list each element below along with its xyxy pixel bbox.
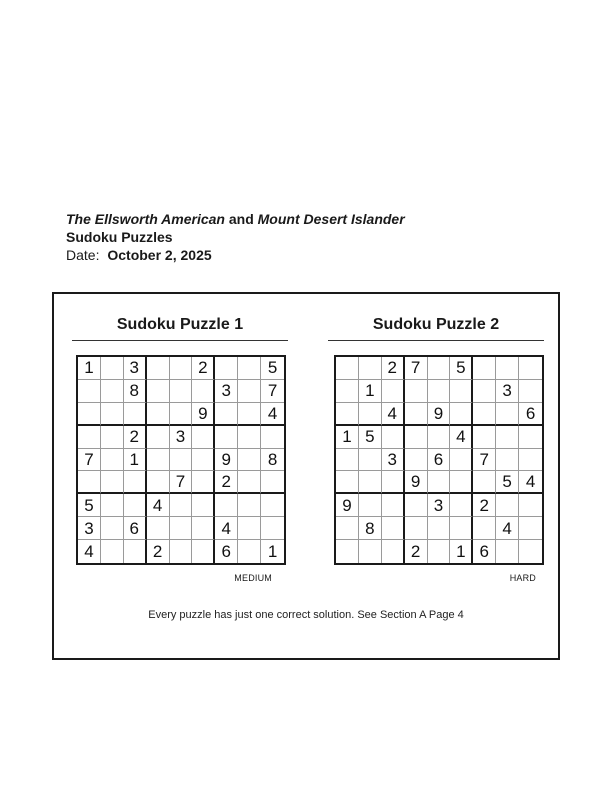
sudoku-cell <box>450 403 473 426</box>
sudoku-cell <box>101 540 124 563</box>
sudoku-cell <box>428 380 451 403</box>
sudoku-cell <box>405 426 428 449</box>
sudoku-cell <box>192 471 215 494</box>
sudoku-cell <box>450 380 473 403</box>
sudoku-cell <box>359 403 382 426</box>
sudoku-cell <box>238 357 261 380</box>
sudoku-cell <box>192 540 215 563</box>
sudoku-cell <box>473 357 496 380</box>
sudoku-cell <box>519 426 542 449</box>
sudoku-cell: 5 <box>261 357 284 380</box>
sudoku-cell <box>450 449 473 472</box>
sudoku-cell <box>192 494 215 517</box>
sudoku-cell <box>238 380 261 403</box>
difficulty-label: HARD <box>509 573 536 583</box>
sudoku-cell <box>78 380 101 403</box>
sudoku-cell <box>336 517 359 540</box>
sudoku-cell <box>450 494 473 517</box>
sudoku-cell <box>101 471 124 494</box>
sudoku-cell <box>101 380 124 403</box>
sudoku-cell <box>147 449 170 472</box>
sudoku-cell <box>428 426 451 449</box>
sudoku-cell <box>496 403 519 426</box>
sudoku-cell: 9 <box>336 494 359 517</box>
sudoku-cell <box>238 449 261 472</box>
sudoku-cell <box>359 494 382 517</box>
sudoku-cell <box>147 380 170 403</box>
sudoku-cell: 8 <box>124 380 147 403</box>
sudoku-cell <box>215 426 238 449</box>
sudoku-cell <box>215 494 238 517</box>
sudoku-cell <box>496 426 519 449</box>
sudoku-cell <box>359 449 382 472</box>
sudoku-cell <box>101 357 124 380</box>
publication-name-2: Mount Desert Islander <box>257 211 405 227</box>
sudoku-cell <box>473 426 496 449</box>
sudoku-cell <box>405 449 428 472</box>
sudoku-cell <box>261 517 284 540</box>
sudoku-cell: 4 <box>519 471 542 494</box>
sudoku-cell: 2 <box>124 426 147 449</box>
sudoku-cell: 1 <box>359 380 382 403</box>
sudoku-cell: 3 <box>170 426 193 449</box>
sudoku-cell <box>519 494 542 517</box>
sudoku-cell: 2 <box>215 471 238 494</box>
sudoku-cell <box>170 494 193 517</box>
sudoku-cell <box>238 494 261 517</box>
sudoku-cell <box>238 517 261 540</box>
sudoku-cell: 1 <box>267 542 278 562</box>
sudoku-cell <box>101 403 124 426</box>
sudoku-cell <box>78 426 101 449</box>
sudoku-cell: 6 <box>215 540 238 563</box>
sudoku-cell <box>192 426 215 449</box>
sudoku-cell: 5 <box>359 426 382 449</box>
sudoku-cell: 3 <box>382 449 405 472</box>
sudoku-cell: 1 <box>124 449 147 472</box>
sudoku-cell: 2 <box>147 540 170 563</box>
page-subtitle: Sudoku Puzzles <box>66 229 173 245</box>
sudoku-cell <box>405 380 428 403</box>
sudoku-cell: 6 <box>519 403 542 426</box>
sudoku-cell <box>450 471 473 494</box>
sudoku-cell: 4 <box>215 517 238 540</box>
sudoku-cell: 3 <box>78 517 101 540</box>
sudoku-cell <box>405 403 428 426</box>
sudoku-cell <box>428 357 451 380</box>
sudoku-cell <box>238 540 261 563</box>
sudoku-cell <box>336 380 359 403</box>
difficulty-label: MEDIUM <box>234 573 272 583</box>
sudoku-cell <box>238 426 261 449</box>
sudoku-cell <box>192 449 215 472</box>
page-header <box>66 210 405 264</box>
sudoku-cell: 3 <box>428 494 451 517</box>
sudoku-cell: 8 <box>261 449 284 472</box>
sudoku-cell <box>124 403 147 426</box>
sudoku-cell <box>192 380 215 403</box>
sudoku-cell <box>215 357 238 380</box>
sudoku-cell: 9 <box>215 449 238 472</box>
sudoku-cell <box>382 540 405 563</box>
sudoku-cell: 3 <box>215 380 238 403</box>
sudoku-cell <box>147 403 170 426</box>
sudoku-cell: 6 <box>124 517 147 540</box>
sudoku-cell: 7 <box>78 449 101 472</box>
sudoku-cell <box>124 471 147 494</box>
sudoku-cell <box>359 471 382 494</box>
sudoku-cell: 6 <box>473 540 496 563</box>
sudoku-puzzle-1 <box>72 314 288 583</box>
sudoku-puzzle-2 <box>328 314 544 583</box>
sudoku-cell: 5 <box>78 494 101 517</box>
sudoku-cell <box>473 517 496 540</box>
sudoku-cell <box>147 471 170 494</box>
sudoku-cell <box>519 517 542 540</box>
sudoku-cell <box>238 403 261 426</box>
sudoku-cell <box>519 540 542 563</box>
sudoku-cell <box>496 540 519 563</box>
sudoku-cell <box>382 494 405 517</box>
sudoku-cell <box>496 494 519 517</box>
date-label: Date: <box>66 247 100 263</box>
sudoku-cell <box>496 449 519 472</box>
sudoku-cell: 1 <box>78 357 101 380</box>
sudoku-cell: 4 <box>450 426 473 449</box>
sudoku-cell <box>382 471 405 494</box>
sudoku-cell <box>519 357 542 380</box>
sudoku-grid <box>334 355 544 565</box>
publication-line <box>66 210 405 228</box>
sudoku-cell <box>170 380 193 403</box>
date-line <box>66 246 405 264</box>
sudoku-cell <box>336 449 359 472</box>
sudoku-cell <box>336 540 359 563</box>
sudoku-cell <box>382 426 405 449</box>
sudoku-cell <box>359 540 382 563</box>
sudoku-cell <box>496 357 519 380</box>
sudoku-cell <box>473 380 496 403</box>
puzzle-title: Sudoku Puzzle 1 <box>72 314 288 341</box>
sudoku-cell: 7 <box>170 471 193 494</box>
sudoku-cell <box>238 471 261 494</box>
sudoku-cell <box>428 471 451 494</box>
sudoku-cell <box>101 494 124 517</box>
sudoku-cell <box>101 426 124 449</box>
solution-note: Every puzzle has just one correct solution. See Section A Page 4 <box>148 609 464 621</box>
puzzle-title: Sudoku Puzzle 2 <box>328 314 544 341</box>
sudoku-cell <box>124 494 147 517</box>
sudoku-cell <box>473 403 496 426</box>
sudoku-cell: 2 <box>405 540 428 563</box>
sudoku-cell: 7 <box>473 449 496 472</box>
sudoku-cell: 9 <box>405 471 428 494</box>
sudoku-cell: 9 <box>192 403 215 426</box>
sudoku-cell <box>450 517 473 540</box>
sudoku-cell: 1 <box>450 540 473 563</box>
sudoku-cell: 5 <box>450 357 473 380</box>
sudoku-cell <box>336 471 359 494</box>
sudoku-cell <box>382 517 405 540</box>
sudoku-cell: 2 <box>192 357 215 380</box>
publication-conjunction: and <box>228 211 254 227</box>
sudoku-cell: 2 <box>473 494 496 517</box>
sudoku-cell: 4 <box>261 403 284 426</box>
sudoku-cell <box>147 426 170 449</box>
sudoku-cell <box>147 517 170 540</box>
sudoku-cell <box>101 517 124 540</box>
sudoku-cell: 7 <box>261 380 284 403</box>
sudoku-cell <box>192 517 215 540</box>
sudoku-cell <box>101 449 124 472</box>
sudoku-grid <box>76 355 286 565</box>
sudoku-cell <box>405 494 428 517</box>
sudoku-cell <box>170 449 193 472</box>
sudoku-cell <box>78 471 101 494</box>
sudoku-cell <box>261 471 284 494</box>
date-value: October 2, 2025 <box>107 247 212 263</box>
sudoku-cell <box>147 357 170 380</box>
sudoku-cell <box>336 357 359 380</box>
sudoku-cell: 7 <box>405 357 428 380</box>
sudoku-cell: 2 <box>382 357 405 380</box>
puzzle-panel <box>52 292 560 660</box>
sudoku-cell <box>124 540 147 563</box>
sudoku-cell: 5 <box>496 471 519 494</box>
sudoku-cell <box>382 380 405 403</box>
sudoku-cell: 6 <box>428 449 451 472</box>
sudoku-cell <box>519 449 542 472</box>
sudoku-cell <box>336 403 359 426</box>
sudoku-cell <box>170 357 193 380</box>
sudoku-cell <box>428 517 451 540</box>
sudoku-cell <box>405 517 428 540</box>
sudoku-cell <box>215 403 238 426</box>
sudoku-cell <box>78 403 101 426</box>
sudoku-cell <box>170 403 193 426</box>
sudoku-cell <box>359 357 382 380</box>
sudoku-cell <box>473 471 496 494</box>
sudoku-cell <box>170 517 193 540</box>
sudoku-cell <box>519 380 542 403</box>
sudoku-cell: 4 <box>78 540 101 563</box>
sudoku-cell <box>428 540 451 563</box>
publication-name-1: The Ellsworth American <box>66 211 225 227</box>
sudoku-cell: 3 <box>496 380 519 403</box>
sudoku-cell: 9 <box>428 403 451 426</box>
sudoku-cell <box>170 540 193 563</box>
sudoku-cell: 1 <box>336 426 359 449</box>
sudoku-cell: 3 <box>124 357 147 380</box>
sudoku-cell: 4 <box>382 403 405 426</box>
sudoku-cell: 4 <box>496 517 519 540</box>
sudoku-cell: 8 <box>359 517 382 540</box>
sudoku-cell: 4 <box>147 494 170 517</box>
sudoku-cell <box>261 426 284 449</box>
sudoku-cell <box>261 494 284 517</box>
